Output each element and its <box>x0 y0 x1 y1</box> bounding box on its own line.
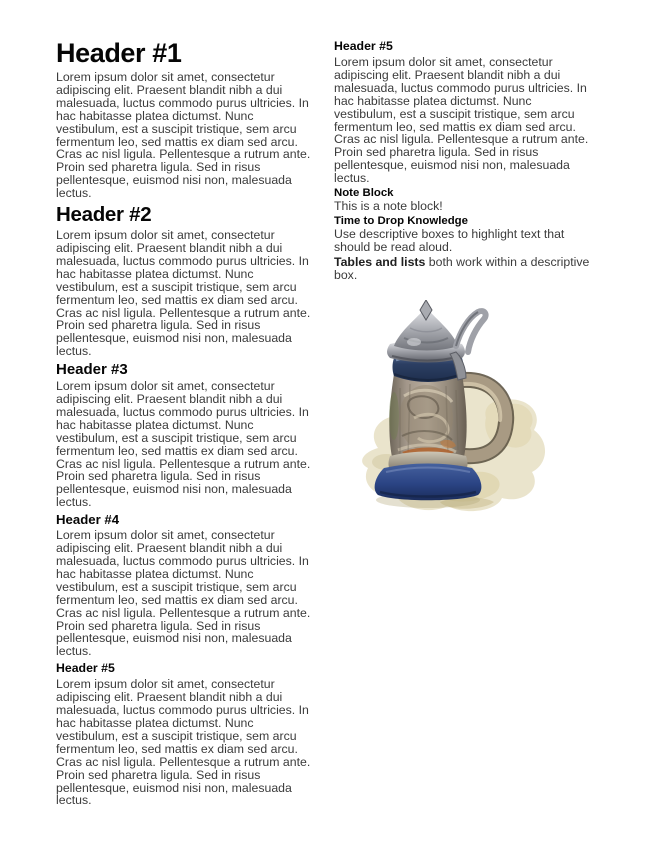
knowledge-text: Use descriptive boxes to highlight text that should be read aloud. <box>334 226 565 254</box>
knowledge-label: Time to Drop Knowledge <box>334 214 468 227</box>
paragraph: Lorem ipsum dolor sit amet, consectetur adipiscing elit. Praesent blandit nibh a dui malesuada, luctus commodo purus ultricies. In hac habitasse platea dictumst. Nunc vestibulum, est a suscipit tristique, sem arcu fermentum leo, sed mattis ex diam sed arcu. Cras ac nisl ligula. Pellentesque a rutrum ante. Proin sed pharetra ligula. Sed in risus pellentesque, euismod nisi non, malesuada lectus. <box>334 55 589 186</box>
left-column <box>56 40 312 809</box>
paragraph: Lorem ipsum dolor sit amet, consectetur adipiscing elit. Praesent blandit nibh a dui malesuada, luctus commodo purus ultricies. In hac habitasse platea dictumst. Nunc vestibulum, est a suscipit tristique, sem arcu fermentum leo, sed mattis ex diam sed arcu. Cras ac nisl ligula. Pellentesque a rutrum ante. Proin sed pharetra ligula. Sed in risus pellentesque, euismod nisi non, malesuada lectus. <box>56 70 311 201</box>
paragraph: Lorem ipsum dolor sit amet, consectetur adipiscing elit. Praesent blandit nibh a dui malesuada, luctus commodo purus ultricies. In hac habitasse platea dictumst. Nunc vestibulum, est a suscipit tristique, sem arcu fermentum leo, sed mattis ex diam sed arcu. Cras ac nisl ligula. Pellentesque a rutrum ante. Proin sed pharetra ligula. Sed in risus pellentesque, euismod nisi non, malesuada lectus. <box>56 677 311 808</box>
tables-lists-bold: Tables and lists <box>334 254 426 269</box>
heading-level-3: Header #3 <box>56 361 128 379</box>
paragraph: Lorem ipsum dolor sit amet, consectetur adipiscing elit. Praesent blandit nibh a dui malesuada, luctus commodo purus ultricies. In hac habitasse platea dictumst. Nunc vestibulum, est a suscipit tristique, sem arcu fermentum leo, sed mattis ex diam sed arcu. Cras ac nisl ligula. Pellentesque a rutrum ante. Proin sed pharetra ligula. Sed in risus pellentesque, euismod nisi non, malesuada lectus. <box>56 228 311 359</box>
heading-level-1: Header #1 <box>56 38 182 68</box>
beer-stein-image <box>344 300 554 515</box>
two-column-layout <box>56 40 590 809</box>
tables-lists-text <box>334 256 590 282</box>
heading-level-4: Header #4 <box>56 512 120 528</box>
beer-stein-illustration <box>344 300 554 515</box>
tables-lists-rest: both work within a descriptive box. <box>334 254 590 282</box>
note-block-text: This is a note block! <box>334 199 443 214</box>
paragraph: Lorem ipsum dolor sit amet, consectetur adipiscing elit. Praesent blandit nibh a dui malesuada, luctus commodo purus ultricies. In hac habitasse platea dictumst. Nunc vestibulum, est a suscipit tristique, sem arcu fermentum leo, sed mattis ex diam sed arcu. Cras ac nisl ligula. Pellentesque a rutrum ante. Proin sed pharetra ligula. Sed in risus pellentesque, euismod nisi non, malesuada lectus. <box>56 379 311 510</box>
paragraph: Lorem ipsum dolor sit amet, consectetur adipiscing elit. Praesent blandit nibh a dui malesuada, luctus commodo purus ultricies. In hac habitasse platea dictumst. Nunc vestibulum, est a suscipit tristique, sem arcu fermentum leo, sed mattis ex diam sed arcu. Cras ac nisl ligula. Pellentesque a rutrum ante. Proin sed pharetra ligula. Sed in risus pellentesque, euismod nisi non, malesuada lectus. <box>56 528 311 659</box>
heading-level-5: Header #5 <box>56 661 115 676</box>
right-column <box>334 40 590 809</box>
heading-level-2: Header #2 <box>56 203 152 227</box>
heading-level-5: Header #5 <box>334 39 393 53</box>
note-block-label: Note Block <box>334 187 394 200</box>
